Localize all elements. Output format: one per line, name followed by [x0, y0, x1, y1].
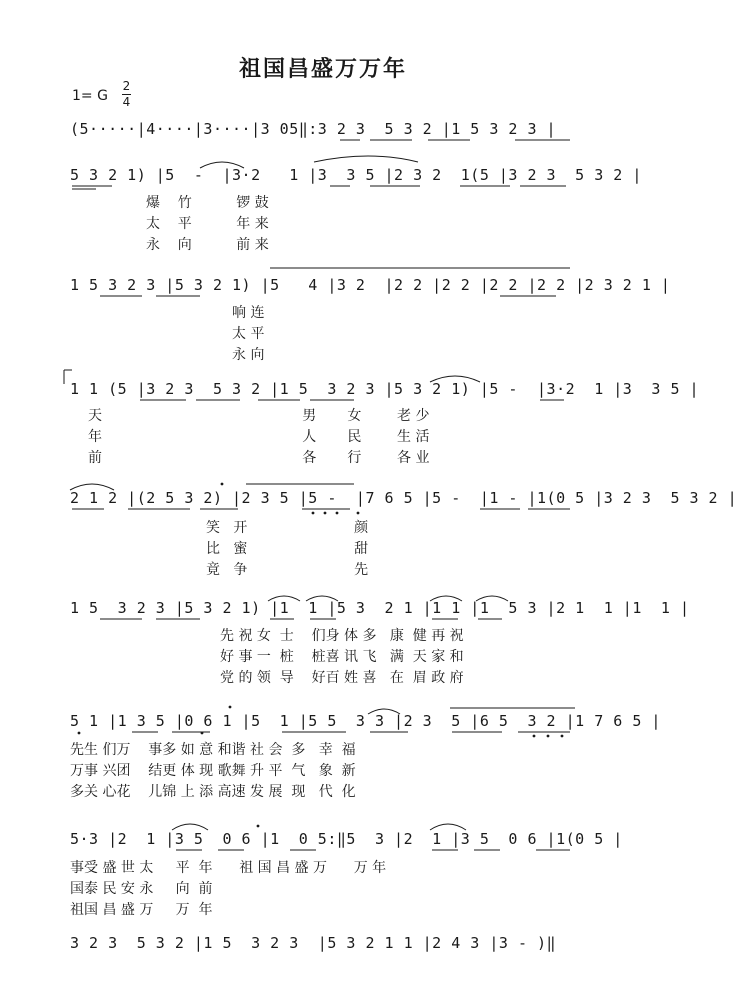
- lyrics-line-4-verse-1: 天 男 女 老 少: [88, 408, 430, 424]
- lyrics-line-6-verse-1: 先 祝 女 士 们身 体 多 康 健 再 祝: [220, 628, 464, 644]
- lyrics-line-4-verse-2: 年 人 民 生 活: [88, 429, 430, 445]
- lyrics-line-8-verse-2: 国泰 民 安 永 向 前: [70, 881, 213, 897]
- lyrics-line-5-verse-2: 比 蜜 甜: [206, 541, 369, 557]
- notation-line-8: 5·3 |2 1 |3 5 0 6 |1 0 5:‖5 3 |2 1 |3 5 0 6 |1(0 5 |: [70, 830, 623, 848]
- notation-line-3: 1 5 3 2 3 |5 3 2 1) |5 4 |3 2 |2 2 |2 2 |2 2 |2 2 |2 3 2 1 |: [70, 276, 671, 294]
- lyrics-line-7-verse-2: 万事 兴团 结更 体 现 歌舞 升 平 气 象 新: [70, 763, 356, 779]
- lyrics-line-2-verse-2: 太 平 年 来: [146, 216, 269, 232]
- lyrics-line-7-verse-3: 多关 心花 儿锦 上 添 高速 发 展 现 代 化: [70, 784, 356, 800]
- notation-line-9: 3 2 3 5 3 2 |1 5 3 2 3 |5 3 2 1 1 |2 4 3 |3 - )‖: [70, 934, 557, 952]
- lyrics-line-2-verse-1: 爆 竹 锣 鼓: [146, 195, 269, 211]
- lyrics-line-6-verse-3: 党 的 领 导 好百 姓 喜 在 眉 政 府: [220, 670, 464, 686]
- time-signature-bottom: 4: [122, 95, 131, 109]
- lyrics-line-4-verse-3: 前 各 行 各 业: [88, 450, 430, 466]
- notation-line-6: 1 5 3 2 3 |5 3 2 1) |1 1 |5 3 2 1 |1 1 |1 5 3 |2 1 1 |1 1 |: [70, 599, 690, 617]
- notation-line-5: 2 1 2 |(2 5 3 2) |2 3 5 |5 - |7 6 5 |5 - |1 - |1(0 5 |3 2 3 5 3 2 |: [70, 489, 737, 507]
- time-signature-top: 2: [122, 79, 131, 93]
- lyrics-line-8-verse-3: 祖国 昌 盛 万 万 年: [70, 902, 213, 918]
- notation-line-2: 5 3 2 1) |5 - |3·2 1 |3 3 5 |2 3 2 1(5 |3 2 3 5 3 2 |: [70, 166, 642, 184]
- lyrics-line-6-verse-2: 好 事 一 桩 桩喜 讯 飞 满 天 家 和: [220, 649, 464, 665]
- lyrics-line-3-verse-1: 响 连: [232, 305, 265, 321]
- notation-line-7: 5 1 |1 3 5 |0 6 1 |5 1 |5 5 3 3 |2 3 5 |6 5 3 2 |1 7 6 5 |: [70, 712, 661, 730]
- lyrics-line-3-verse-2: 太 平: [232, 326, 265, 342]
- time-signature: [122, 80, 131, 109]
- lyrics-line-7-verse-1: 先生 们万 事多 如 意 和谐 社 会 多 幸 福: [70, 742, 356, 758]
- lyrics-line-2-verse-3: 永 向 前 来: [146, 237, 269, 253]
- lyrics-line-3-verse-3: 永 向: [232, 347, 265, 363]
- key-signature: 1= G: [72, 88, 108, 104]
- notation-line-1: (5·····|4····|3····|3 05‖:3 2 3 5 3 2 |1 5 3 2 3 |: [70, 120, 557, 138]
- song-title: 祖国昌盛万万年: [238, 57, 407, 82]
- lyrics-line-5-verse-3: 竟 争 先: [206, 562, 369, 578]
- lyrics-line-8-verse-1: 事受 盛 世 太 平 年 祖 国 昌 盛 万 万 年: [70, 860, 387, 876]
- lyrics-line-5-verse-1: 笑 开 颜: [206, 520, 369, 536]
- notation-line-4: 1 1 (5 |3 2 3 5 3 2 |1 5 3 2 3 |5 3 2 1) |5 - |3·2 1 |3 3 5 |: [70, 380, 700, 398]
